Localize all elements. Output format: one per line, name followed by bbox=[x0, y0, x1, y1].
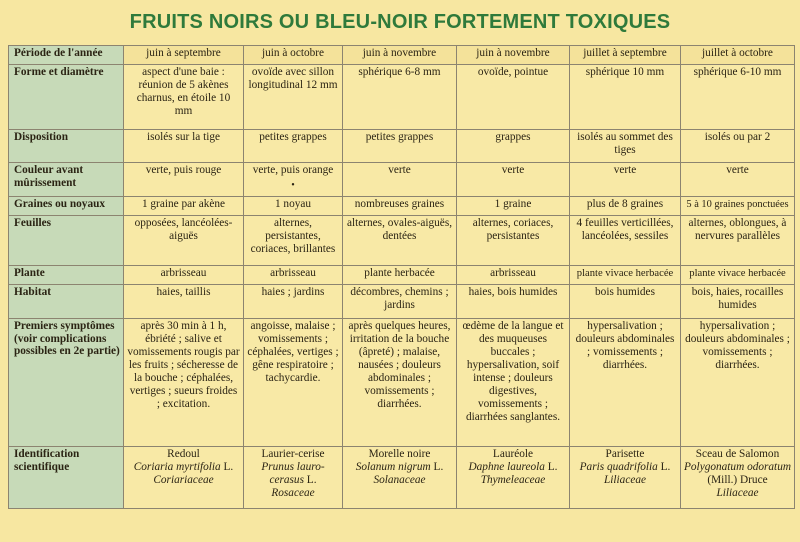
table-cell: verte bbox=[343, 163, 457, 197]
table-cell: verte bbox=[457, 163, 570, 197]
latin-name: Solanum nigrum bbox=[355, 461, 431, 473]
author: L. bbox=[306, 474, 317, 486]
table-cell: opposées, lancéolées-aiguës bbox=[124, 216, 244, 266]
species-cell bbox=[124, 447, 244, 509]
row-label-plante: Plante bbox=[9, 266, 124, 285]
table-cell: 4 feuilles verticillées, lancéolées, sessiles bbox=[570, 216, 681, 266]
row-label-periode: Période de l'année bbox=[9, 46, 124, 65]
table-cell: après 30 min à 1 h, ébriété ; salive et vomissements rougis par les fruits ; sécheresse de la bouche ; céphalées, vertiges ; sueurs froides ; excitation. bbox=[124, 319, 244, 447]
table-cell bbox=[244, 163, 343, 197]
table-row bbox=[9, 163, 795, 197]
table-row bbox=[9, 447, 795, 509]
dot-mark: • bbox=[291, 180, 295, 191]
common-name: Redoul bbox=[167, 448, 200, 460]
table-cell: décombres, chemins ; jardins bbox=[343, 285, 457, 319]
table-cell: arbrisseau bbox=[244, 266, 343, 285]
table-cell: après quelques heures, irritation de la bouche (âpreté) ; malaise, nausées ; douleurs abdominales ; vomissements ; diarrhées. bbox=[343, 319, 457, 447]
author: L. bbox=[433, 461, 444, 473]
table-cell: alternes, oblongues, à nervures parallèles bbox=[681, 216, 795, 266]
table-cell: verte bbox=[570, 163, 681, 197]
latin-name: Polygonatum odoratum bbox=[684, 461, 792, 473]
family-name: Coriariaceae bbox=[153, 474, 214, 486]
table-cell: juin à octobre bbox=[244, 46, 343, 65]
common-name: Laurier-cerise bbox=[261, 448, 325, 460]
species-cell bbox=[343, 447, 457, 509]
common-name: Parisette bbox=[605, 448, 645, 460]
row-label-identification: Identification scientifique bbox=[9, 447, 124, 509]
table-cell: juillet à septembre bbox=[570, 46, 681, 65]
table-cell: petites grappes bbox=[343, 130, 457, 163]
table-cell: plante vivace herbacée bbox=[570, 266, 681, 285]
table-cell: isolés ou par 2 bbox=[681, 130, 795, 163]
table-cell: isolés sur la tige bbox=[124, 130, 244, 163]
latin-name: Coriaria myrtifolia bbox=[133, 461, 221, 473]
row-label-symptomes: Premiers symptômes (voir complications possibles en 2e partie) bbox=[9, 319, 124, 447]
table-cell: alternes, coriaces, persistantes bbox=[457, 216, 570, 266]
table-cell: verte, puis rouge bbox=[124, 163, 244, 197]
table-cell: juin à septembre bbox=[124, 46, 244, 65]
table-cell: œdème de la langue et des muqueuses buccales ; hypersalivation, soif intense ; douleurs digestives, vomissements ; diarrhées sanglantes. bbox=[457, 319, 570, 447]
author: L. bbox=[547, 461, 558, 473]
table-cell: sphérique 6-10 mm bbox=[681, 65, 795, 130]
row-label-graines: Graines ou noyaux bbox=[9, 197, 124, 216]
latin-name: Daphne laureola bbox=[468, 461, 545, 473]
table-cell: bois, haies, rocailles humides bbox=[681, 285, 795, 319]
table-cell: juin à novembre bbox=[457, 46, 570, 65]
table-cell: hypersalivation ; douleurs abdominales ; vomissements ; diarrhées. bbox=[570, 319, 681, 447]
family-name: Solanaceae bbox=[373, 474, 426, 486]
table-row bbox=[9, 266, 795, 285]
table-cell: arbrisseau bbox=[124, 266, 244, 285]
family-name: Liliaceae bbox=[603, 474, 647, 486]
table-cell: hypersalivation ; douleurs abdominales ; vomissements ; diarrhées. bbox=[681, 319, 795, 447]
table-cell: juillet à octobre bbox=[681, 46, 795, 65]
common-name: Lauréole bbox=[492, 448, 534, 460]
row-label-disposition: Disposition bbox=[9, 130, 124, 163]
table-cell: plante herbacée bbox=[343, 266, 457, 285]
family-name: Rosaceae bbox=[271, 487, 315, 499]
table-cell: ovoïde, pointue bbox=[457, 65, 570, 130]
cell-text: verte, puis orange bbox=[252, 164, 334, 176]
table-row bbox=[9, 46, 795, 65]
common-name: Sceau de Salomon bbox=[695, 448, 780, 460]
table-cell: plus de 8 graines bbox=[570, 197, 681, 216]
family-name: Liliaceae bbox=[716, 487, 759, 499]
table-cell: grappes bbox=[457, 130, 570, 163]
table-cell: verte bbox=[681, 163, 795, 197]
table-cell: alternes, persistantes, coriaces, brillantes bbox=[244, 216, 343, 266]
species-cell bbox=[570, 447, 681, 509]
toxic-fruits-table bbox=[8, 45, 795, 509]
table-cell: alternes, ovales-aiguës, dentées bbox=[343, 216, 457, 266]
table-cell: haies ; jardins bbox=[244, 285, 343, 319]
table-cell: nombreuses graines bbox=[343, 197, 457, 216]
row-label-couleur: Couleur avant mûrissement bbox=[9, 163, 124, 197]
table-cell: petites grappes bbox=[244, 130, 343, 163]
table-cell: plante vivace herbacée bbox=[681, 266, 795, 285]
table-row bbox=[9, 285, 795, 319]
table-cell: haies, taillis bbox=[124, 285, 244, 319]
latin-name: Prunus lauro-cerasus bbox=[261, 461, 325, 486]
table-cell: aspect d'une baie : réunion de 5 akènes charnus, en étoile 10 mm bbox=[124, 65, 244, 130]
table-cell: sphérique 10 mm bbox=[570, 65, 681, 130]
table-cell: 1 graine bbox=[457, 197, 570, 216]
table-cell: bois humides bbox=[570, 285, 681, 319]
latin-name: Paris quadrifolia bbox=[579, 461, 658, 473]
table-cell: ovoïde avec sillon longitudinal 12 mm bbox=[244, 65, 343, 130]
table-row bbox=[9, 65, 795, 130]
row-label-feuilles: Feuilles bbox=[9, 216, 124, 266]
table-row bbox=[9, 319, 795, 447]
author: L. bbox=[223, 461, 234, 473]
author: (Mill.) Druce bbox=[707, 474, 768, 486]
species-cell bbox=[244, 447, 343, 509]
table-row bbox=[9, 216, 795, 266]
common-name: Morelle noire bbox=[368, 448, 431, 460]
table-cell: juin à novembre bbox=[343, 46, 457, 65]
table-cell: haies, bois humides bbox=[457, 285, 570, 319]
author: L. bbox=[660, 461, 671, 473]
page-title: FRUITS NOIRS OU BLEU-NOIR FORTEMENT TOXIQUES bbox=[129, 11, 671, 33]
table-row bbox=[9, 197, 795, 216]
species-cell bbox=[681, 447, 795, 509]
table-cell: sphérique 6-8 mm bbox=[343, 65, 457, 130]
table-cell: angoisse, malaise ; vomissements ; céphalées, vertiges ; gêne respiratoire ; tachycardie. bbox=[244, 319, 343, 447]
row-label-habitat: Habitat bbox=[9, 285, 124, 319]
table-cell: 1 noyau bbox=[244, 197, 343, 216]
row-label-forme: Forme et diamètre bbox=[9, 65, 124, 130]
table-row bbox=[9, 130, 795, 163]
table-cell: 1 graine par akène bbox=[124, 197, 244, 216]
species-cell bbox=[457, 447, 570, 509]
table-cell: arbrisseau bbox=[457, 266, 570, 285]
family-name: Thymeleaceae bbox=[480, 474, 546, 486]
table-cell: isolés au sommet des tiges bbox=[570, 130, 681, 163]
table-cell: 5 à 10 graines ponctuées bbox=[681, 197, 795, 216]
